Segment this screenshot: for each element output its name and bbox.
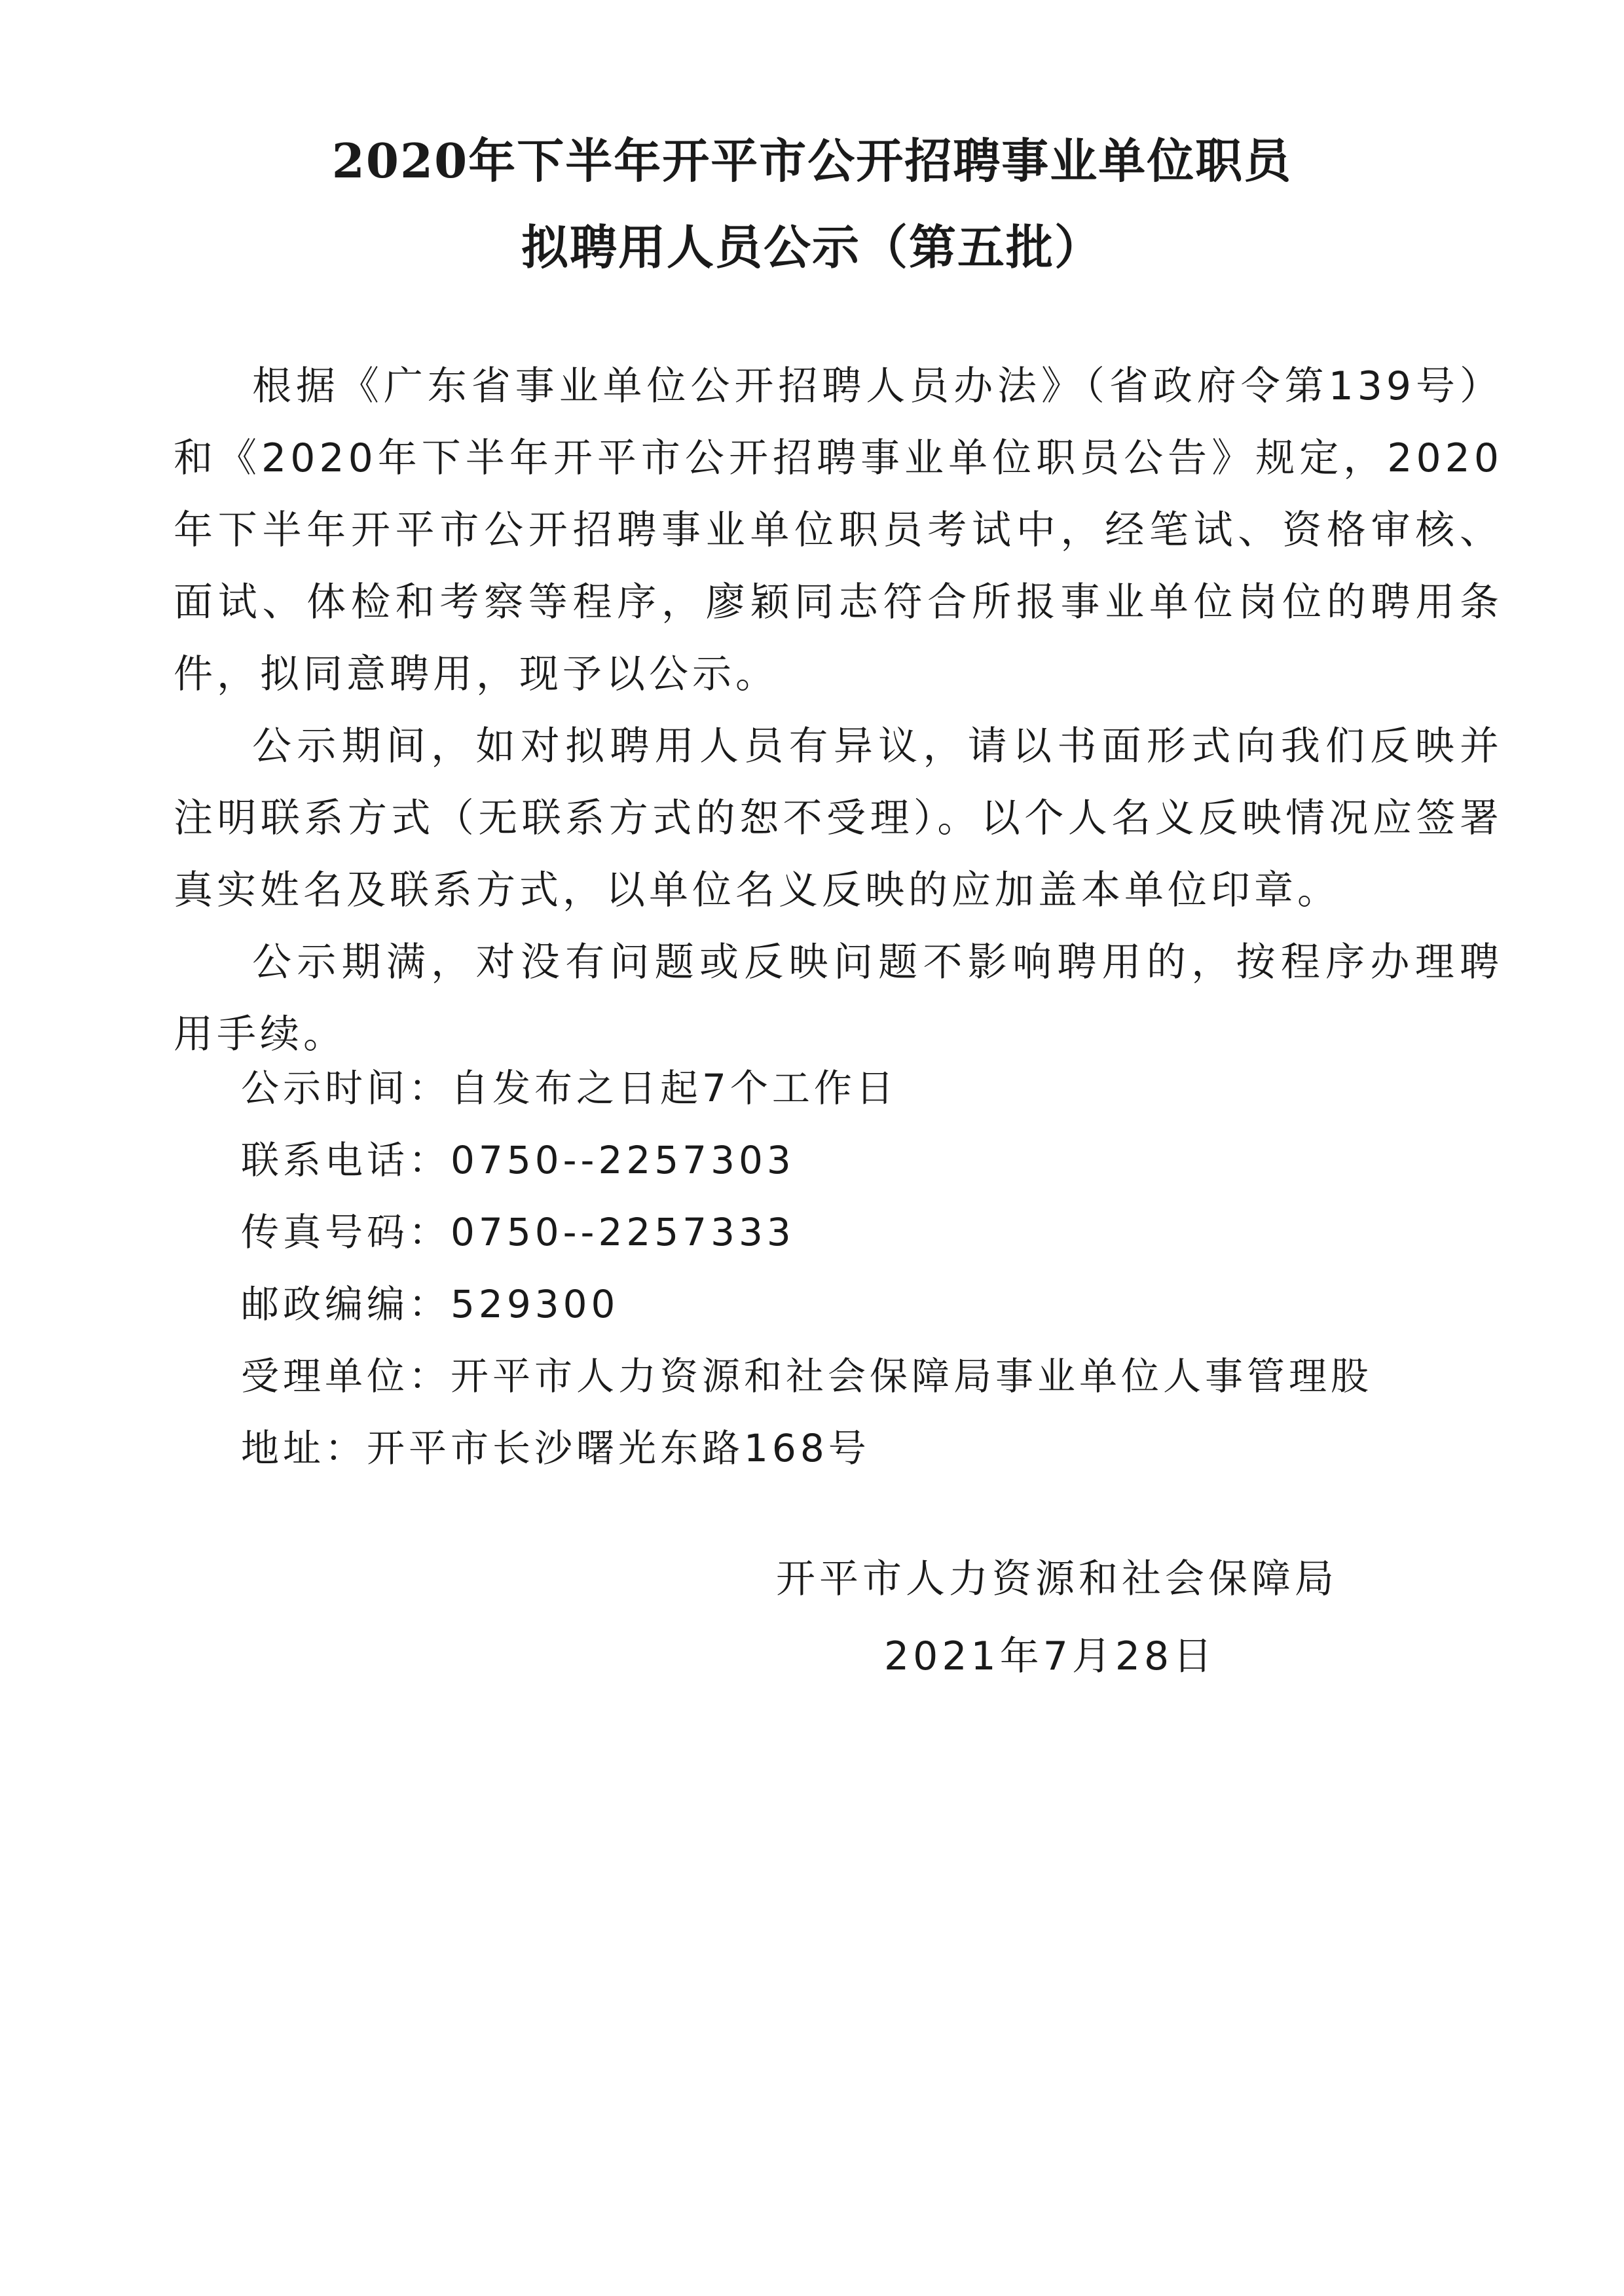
page-title-line-1: 2020年下半年开平市公开招聘事业单位职员 [331,133,1293,189]
info-label: 公示时间： [241,1066,451,1110]
info-label: 地址： [241,1426,367,1470]
signature-date: 2021年7月28日 [884,1633,1217,1679]
paragraph-text: 根据《广东省事业单位公开招聘人员办法》（省政府令第139号）和《2020年下半年开平市公开招聘事业单位职员公告》规定，2020年下半年开平市公开招聘事业单位职员考试中，经笔试、资格审核、面试、体检和考察等程序，廖颖同志符合所报事业单位岗位的聘用条件，拟同意聘用，现予以公示。 [174,363,1503,697]
info-publicity-time [241,1062,898,1114]
info-phone [241,1134,795,1186]
paragraph-text: 公示期间，如对拟聘用人员有异议，请以书面形式向我们反映并注明联系方式（无联系方式的恕不受理）。以个人名义反映情况应签署真实姓名及联系方式，以单位名义反映的应加盖本单位印章。 [174,723,1503,913]
info-postal-code [241,1278,619,1330]
info-address [241,1422,870,1474]
paragraph-legal-basis [174,350,1503,710]
info-value: 开平市人力资源和社会保障局事业单位人事管理股 [451,1354,1373,1398]
paragraph-text: 公示期满，对没有问题或反映问题不影响聘用的，按程序办理聘用手续。 [174,939,1503,1057]
signature-organization: 开平市人力资源和社会保障局 [776,1556,1338,1602]
info-value: 自发布之日起7个工作日 [451,1066,898,1110]
paragraph-objection [174,710,1503,926]
info-value: 开平市长沙曙光东路168号 [367,1426,870,1470]
info-label: 受理单位： [241,1354,451,1398]
info-value: 0750--2257333 [451,1210,795,1254]
paragraph-completion [174,926,1503,1070]
info-label: 传真号码： [241,1210,451,1254]
info-receiving-office [241,1350,1373,1402]
info-label: 联系电话： [241,1138,451,1182]
page-title-line-2: 拟聘用人员公示（第五批） [521,219,1103,275]
info-value: 529300 [451,1282,619,1326]
info-fax [241,1206,795,1258]
info-label: 邮政编编： [241,1282,451,1326]
info-value: 0750--2257303 [451,1138,795,1182]
